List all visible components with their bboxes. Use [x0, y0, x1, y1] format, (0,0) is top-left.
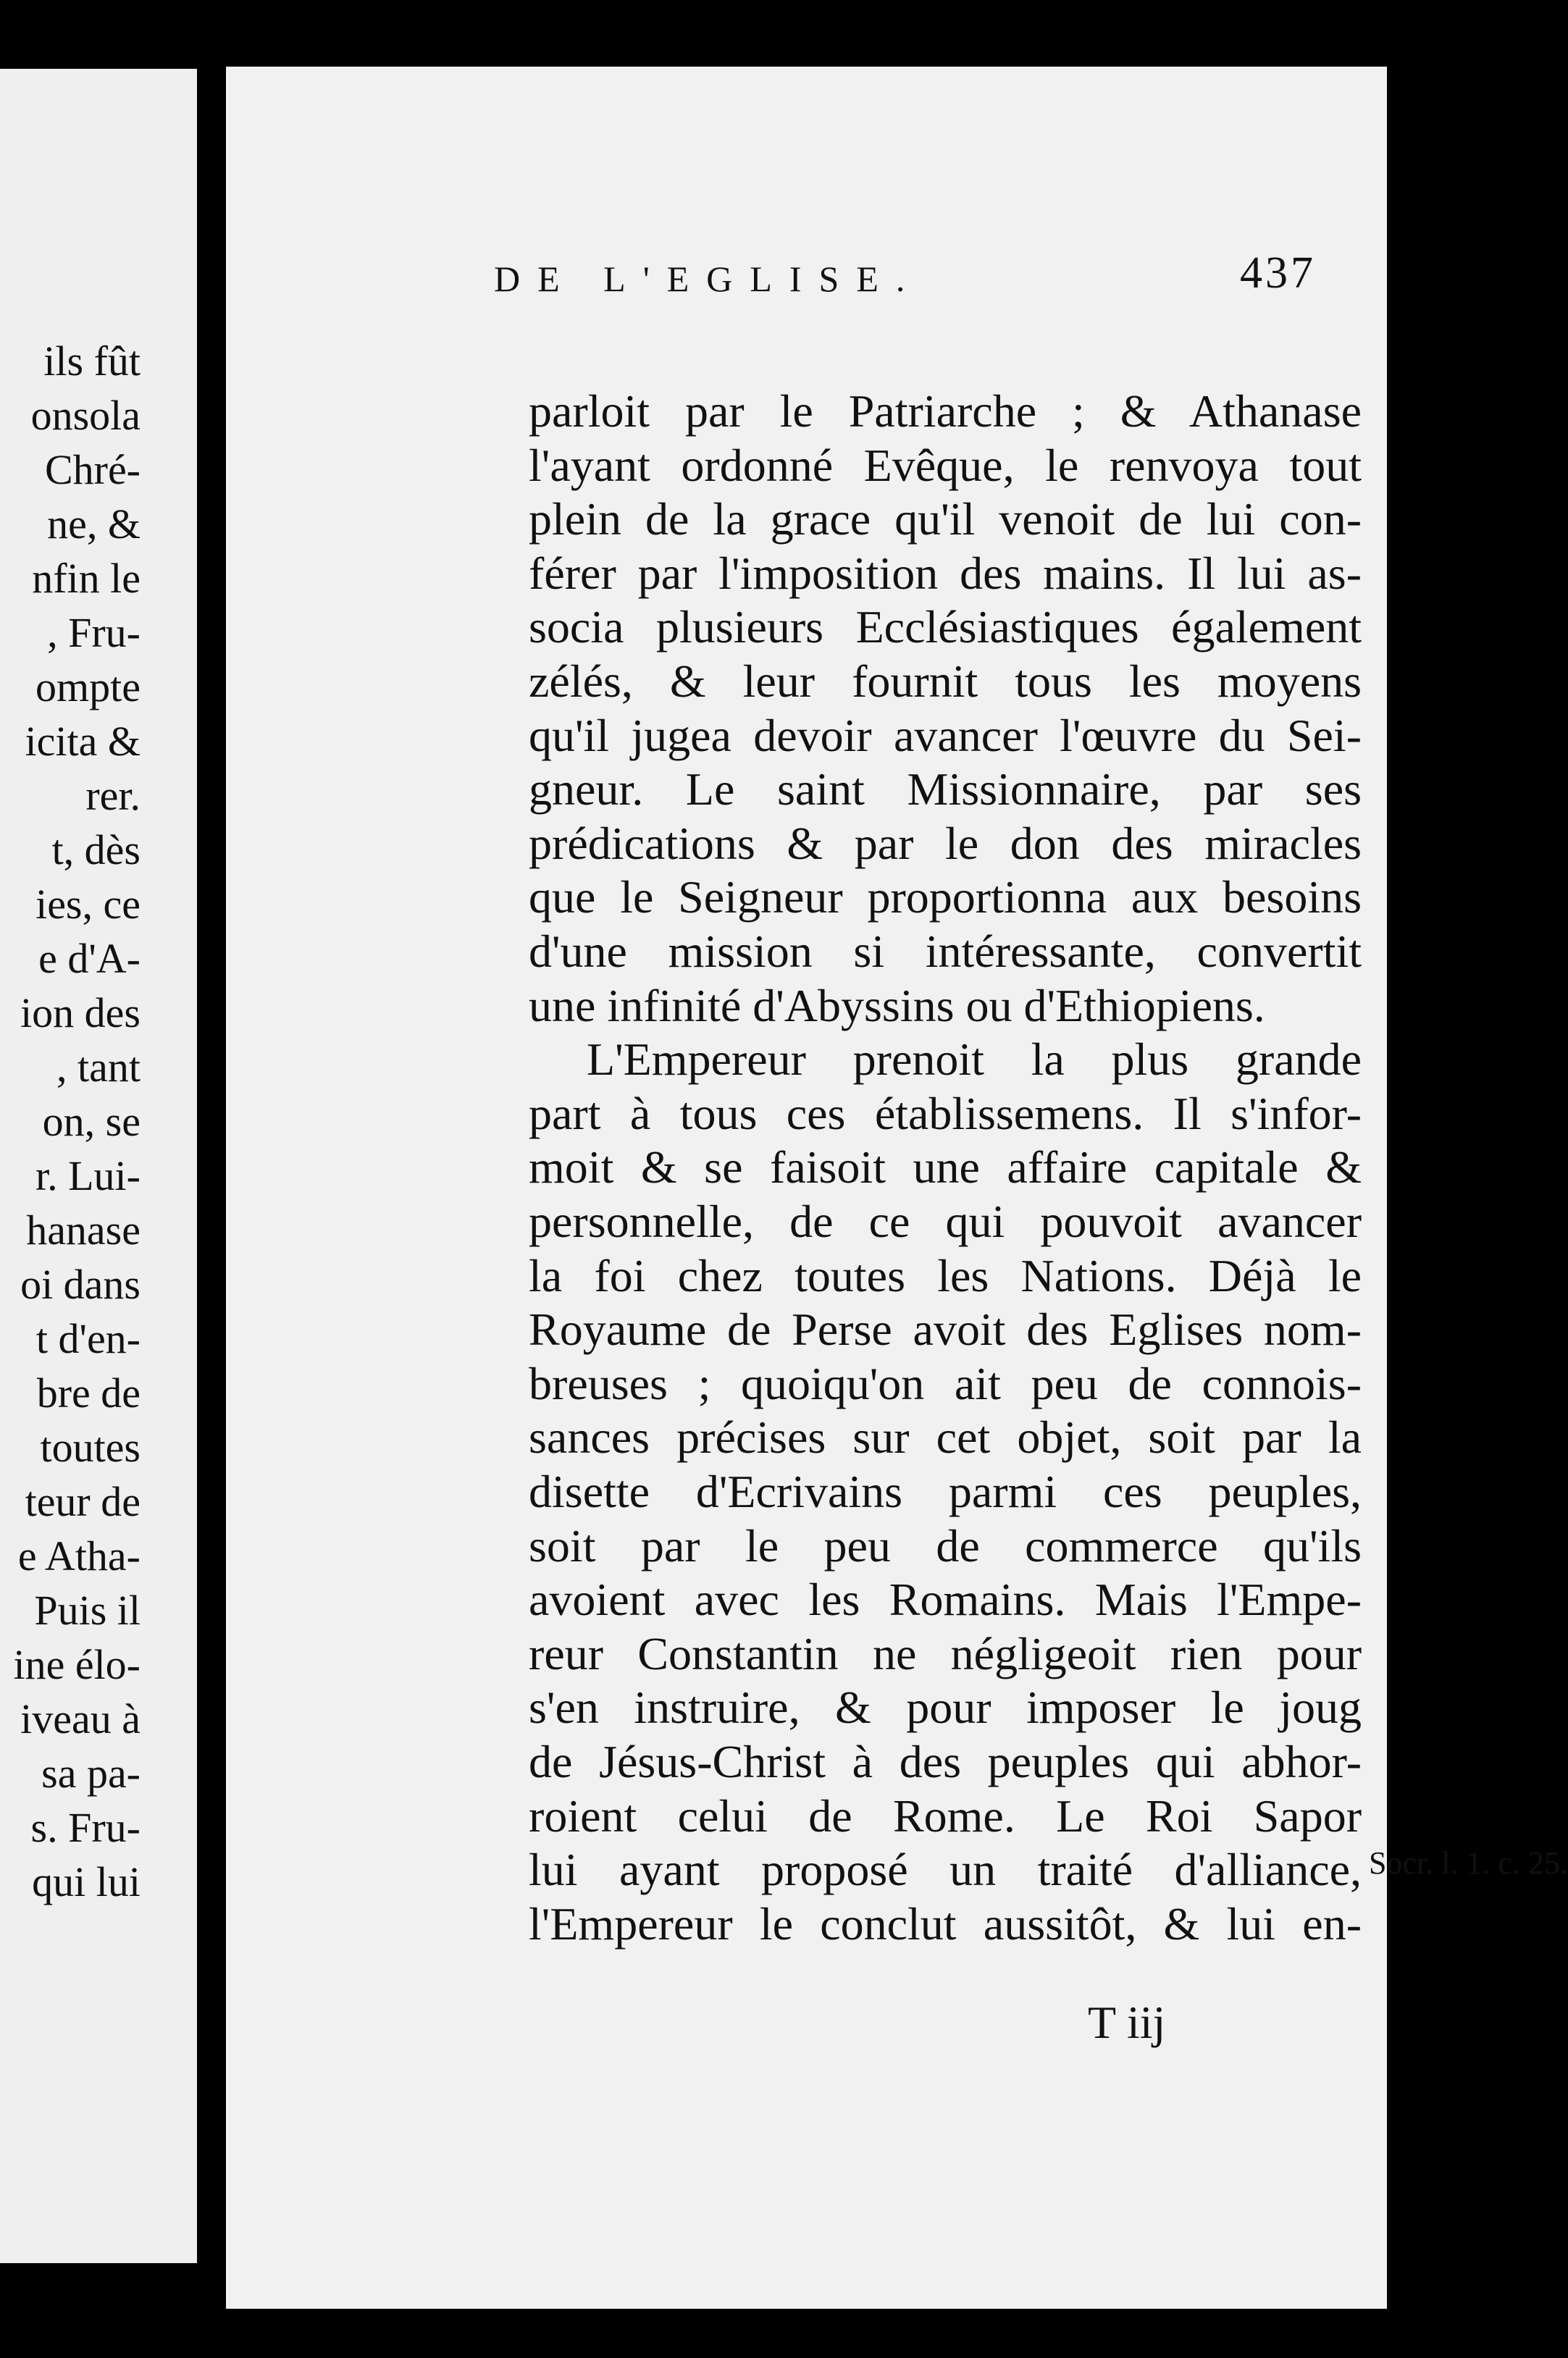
body-line: une infinité d'Abyssins ou d'Ethiopiens. [529, 979, 1265, 1031]
left-page-line: sa pa- [41, 1750, 141, 1797]
left-page-line: nfin le [32, 555, 141, 602]
left-page-line: ies, ce [35, 881, 141, 928]
body-line: disette d'Ecrivains parmi ces peuples, [529, 1466, 1362, 1517]
body-line: la foi chez toutes les Nations. Déjà le [529, 1249, 1362, 1301]
body-line: qu'il jugea devoir avancer l'œuvre du Sei- [529, 709, 1362, 761]
left-page-line: t, dès [51, 826, 141, 873]
page-gutter [197, 43, 226, 2325]
body-line: breuses ; quoiqu'on ait peu de connois- [529, 1357, 1362, 1409]
left-page-line: icita & [25, 718, 141, 765]
left-page-line: Puis il [34, 1587, 141, 1634]
body-line: part à tous ces établissemens. Il s'infor- [529, 1087, 1362, 1139]
left-page-line: e Atha- [17, 1532, 141, 1579]
left-page-line: ne, & [47, 500, 141, 547]
left-page-line: rer. [85, 772, 141, 819]
right-page [226, 67, 1568, 2309]
body-line: L'Empereur prenoit la plus grande [587, 1033, 1362, 1086]
body-line: avoient avec les Romains. Mais l'Empe- [529, 1574, 1362, 1626]
page-number: 437 [1240, 248, 1316, 298]
left-page-line: , tant [56, 1044, 141, 1091]
body-line: personnelle, de ce qui pouvoit avancer [529, 1196, 1362, 1247]
body-line: gneur. Le saint Missionnaire, par ses [529, 763, 1362, 815]
signature-mark: T iij [1088, 1997, 1166, 2048]
marginal-note: Socr. l. 1. c. 25. [1369, 1845, 1568, 1881]
body-line: de Jésus-Christ à des peuples qui abhor- [529, 1736, 1362, 1787]
body-line: Royaume de Perse avoit des Eglises nom- [529, 1304, 1362, 1356]
left-page-line: bre de [36, 1369, 141, 1417]
body-line: lui ayant proposé un traité d'alliance, [529, 1844, 1362, 1896]
body-line: zélés, & leur fournit tous les moyens [529, 655, 1362, 707]
left-page-line: qui lui [32, 1858, 141, 1905]
body-line: reur Constantin ne négligeoit rien pour [529, 1627, 1362, 1679]
left-page-line: Chré- [44, 446, 141, 493]
left-page-line: onsola [30, 392, 141, 439]
body-line: férer par l'imposition des mains. Il lui as- [529, 547, 1362, 599]
body-line: plein de la grace qu'il venoit de lui con- [529, 493, 1362, 545]
left-page-line: t d'en- [35, 1315, 141, 1362]
left-page-line: e d'A- [38, 935, 141, 982]
left-page-line: ine élo- [13, 1641, 141, 1688]
body-line: moit & se faisoit une affaire capitale & [529, 1141, 1362, 1193]
body-line: soit par le peu de commerce qu'ils [529, 1519, 1362, 1572]
left-page-line: ils fût [43, 337, 141, 385]
body-line: l'Empereur le conclut aussitôt, & lui en- [529, 1897, 1362, 1950]
left-page [0, 69, 197, 2263]
left-page-line: ion des [20, 989, 141, 1036]
left-page-line: ompte [35, 663, 141, 710]
left-page-line: oi dans [20, 1261, 141, 1308]
body-line: que le Seigneur proportionna aux besoins [529, 871, 1362, 923]
running-header: DE L'EGLISE. [494, 259, 923, 299]
body-line: s'en instruire, & pour imposer le joug [529, 1682, 1362, 1734]
left-page-line: teur de [25, 1478, 141, 1525]
body-line: sances précises sur cet objet, soit par la [529, 1411, 1362, 1464]
body-line: l'ayant ordonné Evêque, le renvoya tout [529, 439, 1362, 491]
body-line: d'une mission si intéressante, convertit [529, 926, 1362, 977]
body-line: socia plusieurs Ecclésiastiques également [529, 601, 1362, 653]
left-page-line: iveau à [20, 1695, 141, 1742]
left-page-line: hanase [26, 1207, 141, 1254]
left-page-line: , Fru- [47, 609, 141, 656]
body-line: roient celui de Rome. Le Roi Sapor [529, 1790, 1362, 1842]
body-line: parloit par le Patriarche ; & Athanase [529, 385, 1362, 437]
left-page-line: r. Lui- [35, 1152, 141, 1199]
left-page-line: on, se [42, 1098, 141, 1145]
left-page-line: toutes [40, 1424, 141, 1471]
left-page-line: s. Fru- [30, 1804, 141, 1851]
body-line: prédications & par le don des miracles [529, 817, 1362, 869]
